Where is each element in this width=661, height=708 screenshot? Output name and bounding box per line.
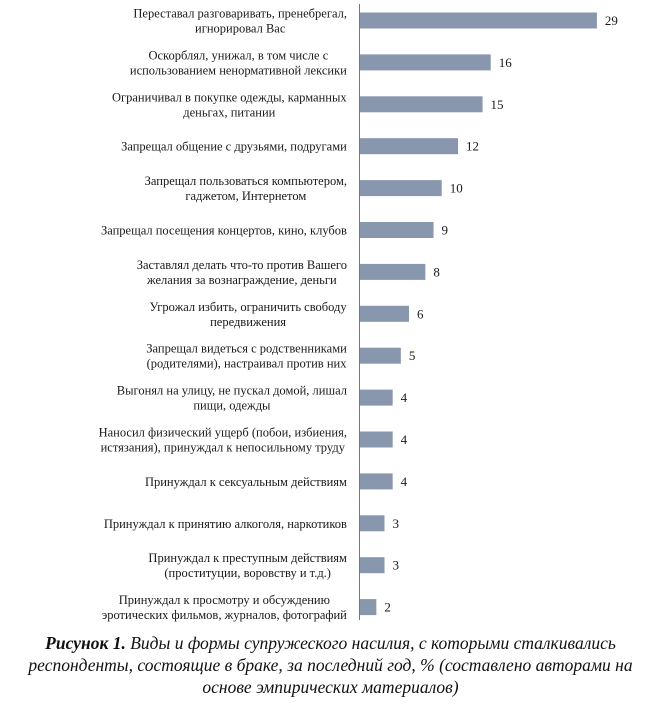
bar-2	[360, 54, 491, 70]
category-label-line: гаджетом, Интернетом	[185, 189, 307, 204]
category-label-1	[133, 7, 347, 36]
category-label-line: игнорировал Вас	[195, 21, 286, 36]
value-label-11: 4	[400, 432, 408, 447]
category-label-line: (родителями), настраивал против них	[146, 356, 347, 371]
value-label-12: 4	[400, 473, 408, 489]
category-label-line: деньгах, питании	[183, 105, 276, 120]
category-label-line: Угрожал избить, ограничить свободу	[149, 299, 347, 314]
category-label-line: Ограничивал в покупке одежды, карманных	[111, 90, 347, 105]
bar-3	[360, 96, 483, 112]
bar-9	[360, 348, 401, 364]
category-label-2	[130, 48, 347, 77]
category-label-line: Запрещал пользоваться компьютером,	[144, 174, 347, 189]
category-label-12	[145, 475, 347, 489]
value-label-15: 2	[384, 599, 391, 615]
category-label-line: истязания), принуждал к непосильному труду	[100, 440, 345, 455]
category-label-line: Принуждал к просмотру и обсуждению	[118, 593, 330, 608]
category-label-line: Запрещал видеться с родственниками	[146, 341, 347, 356]
category-label-line: Принуждал к преступным действиям	[148, 551, 347, 566]
category-label-line: пищи, одежды	[193, 398, 271, 413]
category-label-line: Принуждал к принятию алкоголя, наркотиков	[103, 516, 347, 531]
value-label-6: 9	[441, 222, 449, 238]
category-label-line: Принуждал к сексуальным действиям	[144, 474, 347, 489]
category-label-5	[145, 174, 347, 203]
bar-13	[360, 515, 385, 531]
category-label-line: передвижения	[210, 314, 287, 329]
value-label-7: 8	[433, 264, 440, 280]
bar-7	[360, 264, 425, 280]
category-label-line: эротических фильмов, журналов, фотографий	[101, 608, 347, 623]
category-label-9	[146, 342, 347, 371]
bar-10	[360, 390, 393, 406]
category-label-14	[148, 551, 347, 580]
category-label-line: Наносил физический ущерб (побои, избиения,	[98, 425, 347, 440]
category-label-line: желания за вознаграждение, деньги	[147, 272, 337, 287]
category-label-6	[101, 224, 347, 238]
bar-12	[360, 473, 393, 489]
category-label-line: использованием ненормативной лексики	[129, 63, 347, 78]
value-label-2: 16	[498, 54, 512, 70]
category-label-10	[117, 384, 347, 413]
value-label-3: 15	[490, 96, 504, 112]
bar-15	[360, 599, 376, 615]
category-label-line: Выгонял на улицу, не пускал домой, лишал	[116, 383, 347, 398]
value-label-9: 5	[408, 348, 416, 364]
category-label-7	[137, 258, 347, 287]
category-label-line: Запрещал посещения концертов, кино, клубов	[100, 223, 347, 238]
category-label-13	[104, 517, 347, 531]
bar-6	[360, 222, 434, 238]
value-label-4: 12	[466, 138, 480, 154]
caption-text: Виды и формы супружеского насилия, с которыми сталкивались респонденты, состоящие в браке, за последний год, % (составлено авторами на основе эмпирических материалов)	[28, 633, 633, 697]
category-label-line: Запрещал общение с друзьями, подругами	[121, 139, 347, 154]
category-label-line: Оскорблял, унижал, в том числе с	[148, 48, 329, 63]
value-label-5: 10	[449, 180, 463, 196]
caption-prefix: Рисунок 1.	[45, 633, 126, 653]
bar-14	[360, 557, 385, 573]
category-label-15	[102, 593, 347, 622]
category-label-line: (проституции, воровству и т.д.)	[164, 566, 331, 581]
value-label-8: 6	[417, 306, 424, 322]
value-label-1: 29	[604, 13, 618, 28]
category-label-line: Заставлял делать что-то против Вашего	[136, 257, 347, 272]
category-label-4	[121, 140, 347, 154]
category-label-3	[112, 90, 347, 119]
bar-11	[360, 432, 393, 448]
value-label-14: 3	[392, 557, 400, 573]
category-label-11	[99, 426, 347, 455]
figure-caption	[20, 632, 641, 698]
bar-5	[360, 180, 442, 196]
category-label-8	[150, 300, 348, 329]
category-label-line: Переставал разговаривать, пренебрегал,	[133, 6, 347, 21]
value-label-13: 3	[392, 515, 400, 531]
bar-4	[360, 138, 458, 154]
bar-1	[360, 13, 597, 29]
value-label-10: 4	[400, 390, 408, 406]
bars-group	[99, 7, 618, 623]
bar-8	[360, 306, 409, 322]
